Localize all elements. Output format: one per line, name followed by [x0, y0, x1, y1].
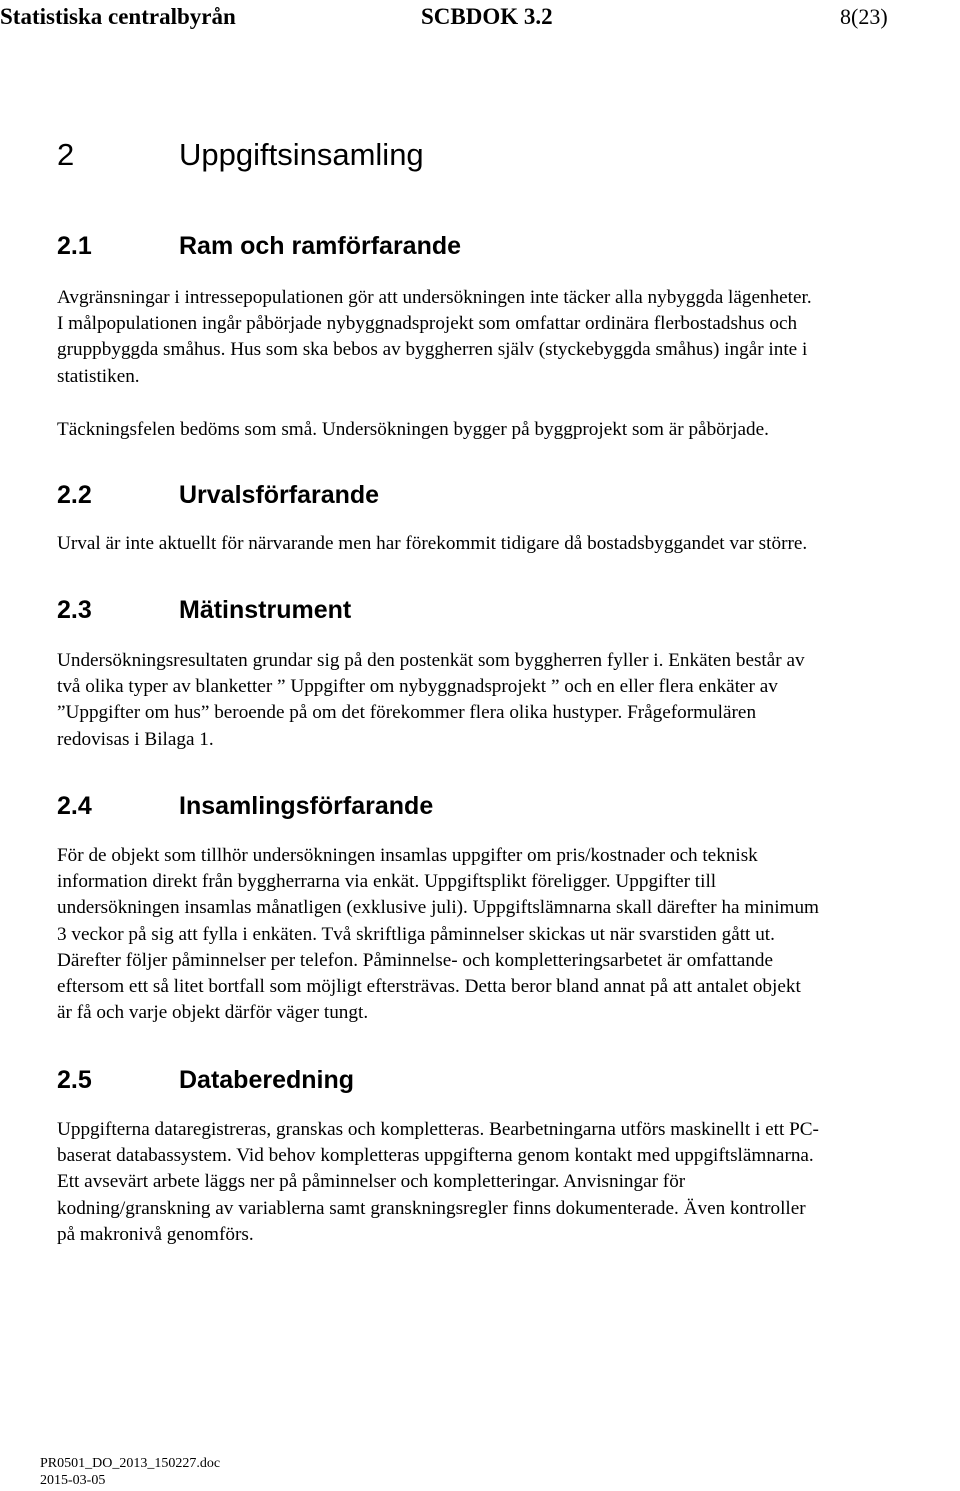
section-title: Urvalsförfarande: [179, 481, 380, 509]
text-line: gruppbyggda småhus. Hus som ska bebos av byggherren själv (styckebyggda småhus) ingår inte i: [57, 339, 808, 361]
paragraph: [57, 843, 960, 1026]
paragraph: [57, 285, 960, 390]
text-line: Undersökningsresultaten grundar sig på den postenkät som byggherren fyller i. Enkäten består av: [57, 650, 805, 671]
text-line: två olika typer av blanketter ” Uppgifter om nybyggnadsprojekt ” och en eller flera enkäter av: [57, 676, 778, 698]
section-heading-2-5: [57, 1065, 354, 1095]
text-line: ”Uppgifter om hus” beroende på om det förekommer flera olika hustyper. Frågeformulären: [57, 702, 757, 724]
text-line: Ett avsevärt arbete läggs ner på påminnelser och kompletteringar. Anvisningar för: [57, 1171, 686, 1193]
footer-filename: PR0501_DO_2013_150227.doc: [40, 1456, 221, 1471]
text-line: information direkt från byggherrarna via enkät. Uppgiftsplikt föreligger. Uppgifter till: [57, 871, 717, 893]
text-line: kodning/granskning av variablerna samt granskningsregler finns dokumenterade. Även kontroller: [57, 1197, 806, 1219]
text-line: undersökningen insamlas månatligen (exklusive juli). Uppgiftslämnarna skall därefter ha minimum: [57, 897, 819, 919]
text-line: är få och varje objekt därför väger tungt.: [57, 1002, 369, 1024]
text-line: baserat databassystem. Vid behov kompletteras uppgifterna genom kontakt med uppgiftslämnarna.: [57, 1145, 814, 1167]
paragraph: [57, 1117, 960, 1248]
chapter-heading: [57, 137, 424, 173]
text-line: Därefter följer påminnelser per telefon. Påminnelse- och kompletteringsarbetet är omfattande: [57, 949, 774, 971]
chapter-title: Uppgiftsinsamling: [179, 137, 424, 172]
text-line: redovisas i Bilaga 1.: [57, 728, 214, 750]
section-heading-2-1: [57, 231, 461, 261]
text-line: statistiken.: [57, 365, 140, 387]
text-line: Uppgifterna dataregistreras, granskas och kompletteras. Bearbetningarna utförs maskinellt i ett PC-: [57, 1119, 819, 1140]
header-page-number: 8(23): [840, 4, 888, 29]
section-number: 2.3: [57, 596, 92, 624]
paragraph: [57, 648, 960, 753]
paragraph: [57, 417, 960, 443]
text-line: I målpopulationen ingår påbörjade nybyggnadsprojekt som omfattar ordinära flerbostadshus och: [57, 313, 798, 335]
section-number: 2.2: [57, 481, 92, 509]
section-title: Insamlingsförfarande: [179, 792, 434, 820]
paragraph: [57, 531, 960, 557]
section-heading-2-4: [57, 791, 433, 821]
text-line: Urval är inte aktuellt för närvarande men har förekommit tidigare då bostadsbyggandet var större.: [57, 533, 808, 554]
text-line: på makronivå genomförs.: [57, 1223, 254, 1245]
text-line: 3 veckor på sig att fylla i enkäten. Två skriftliga påminnelser skickas ut när svarstiden gått ut.: [57, 923, 775, 945]
section-title: Ram och ramförfarande: [179, 232, 462, 260]
section-heading-2-3: [57, 595, 351, 625]
header-organization: Statistiska centralbyrån: [0, 4, 236, 29]
section-number: 2.5: [57, 1066, 92, 1094]
footer-date: 2015-03-05: [40, 1473, 106, 1488]
page-header: [0, 4, 960, 34]
section-number: 2.4: [57, 792, 92, 820]
section-title: Databeredning: [179, 1066, 355, 1094]
page-footer: [40, 1455, 220, 1489]
section-title: Mätinstrument: [179, 596, 352, 624]
text-line: För de objekt som tillhör undersökningen insamlas uppgifter om pris/kostnader och teknisk: [57, 845, 758, 866]
text-line: eftersom ett så litet bortfall som möjligt eftersträvas. Detta beror bland annat på att antalet objekt: [57, 976, 801, 998]
section-number: 2.1: [57, 232, 92, 260]
header-doc-id: SCBDOK 3.2: [421, 4, 553, 29]
chapter-number: 2: [57, 137, 75, 172]
text-line: Täckningsfelen bedöms som små. Undersökningen bygger på byggprojekt som är påbörjade.: [57, 419, 769, 440]
section-heading-2-2: [57, 480, 379, 510]
text-line: Avgränsningar i intressepopulationen gör att undersökningen inte täcker alla nybyggda lägenheter.: [57, 287, 812, 308]
